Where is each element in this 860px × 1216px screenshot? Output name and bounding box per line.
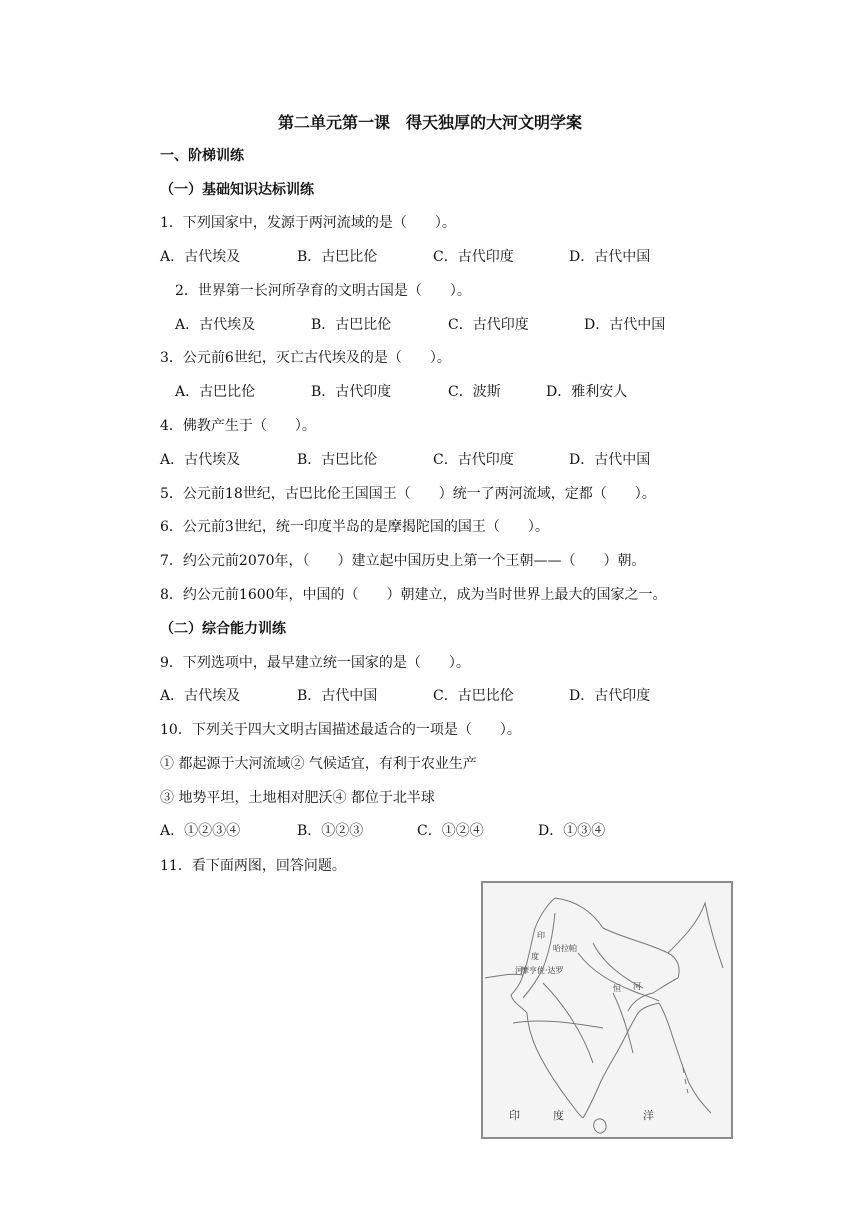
option-b: B．①②③ xyxy=(297,823,364,839)
india-map-drawing xyxy=(483,883,731,1137)
map-label: 印 xyxy=(537,931,545,940)
question-8: 8．约公元前1600年，中国的（ ）朝建立，成为当时世界上最大的国家之一。 xyxy=(160,587,667,603)
map-label: 河 xyxy=(515,966,523,975)
option-c: C．古代印度 xyxy=(433,452,514,468)
option-c: C．①②④ xyxy=(417,823,484,839)
question-3: 3．公元前6世纪，灭亡古代埃及的是（ ）。 xyxy=(160,350,451,366)
india-map-figure xyxy=(481,881,733,1139)
question-10: 10．下列关于四大文明古国描述最适合的一项是（ ）。 xyxy=(160,722,521,738)
option-a: A．古代埃及 xyxy=(160,452,241,468)
question-5: 5．公元前18世纪，古巴比伦王国国王（ ）统一了两河流域，定都（ ）。 xyxy=(160,486,656,502)
question-9: 9．下列选项中，最早建立统一国家的是（ ）。 xyxy=(160,655,470,671)
option-a: A．古巴比伦 xyxy=(175,384,256,400)
option-a: A．古代埃及 xyxy=(175,317,256,333)
question-4: 4．佛教产生于（ ）。 xyxy=(160,418,316,434)
map-label: 恒 xyxy=(613,984,621,993)
ocean-label: 印 xyxy=(509,1109,520,1122)
option-c: C．古代印度 xyxy=(433,249,514,265)
option-a: A．①②③④ xyxy=(160,823,241,839)
question-2: 2．世界第一长河所孕育的文明古国是（ ）。 xyxy=(175,283,471,299)
option-a: A．古代埃及 xyxy=(160,688,241,704)
ocean-label: 度 xyxy=(553,1109,564,1122)
option-c: C．古巴比伦 xyxy=(433,688,514,704)
map-label-harappa: 哈拉帕 xyxy=(553,944,577,953)
option-b: B．古代印度 xyxy=(311,384,392,400)
option-c: C．古代印度 xyxy=(448,317,529,333)
question-11: 11．看下面两图，回答问题。 xyxy=(160,858,346,874)
option-b: B．古巴比伦 xyxy=(297,249,378,265)
question-10-statements-1: ① 都起源于大河流域② 气候适宜，有利于农业生产 xyxy=(160,756,477,772)
map-label: 度 xyxy=(531,952,539,961)
option-c: C．波斯 xyxy=(448,384,501,400)
question-1: 1．下列国家中，发源于两河流域的是（ ）。 xyxy=(160,215,456,231)
page-title: 第二单元第一课 得天独厚的大河文明学案 xyxy=(277,113,582,132)
option-d: D．雅利安人 xyxy=(546,384,628,400)
option-b: B．古巴比伦 xyxy=(297,452,378,468)
question-10-statements-2: ③ 地势平坦，土地相对肥沃④ 都位于北半球 xyxy=(160,790,435,806)
option-d: D．古代中国 xyxy=(569,249,651,265)
option-d: D．古代中国 xyxy=(569,452,651,468)
question-7: 7．约公元前2070年，（ ）建立起中国历史上第一个王朝——（ ）朝。 xyxy=(160,553,646,569)
question-6: 6．公元前3世纪，统一印度半岛的是摩揭陀国的国王（ ）。 xyxy=(160,519,549,535)
option-a: A．古代埃及 xyxy=(160,249,241,265)
option-b: B．古代中国 xyxy=(297,688,378,704)
ocean-label: 洋 xyxy=(643,1109,654,1122)
option-b: B．古巴比伦 xyxy=(311,317,392,333)
option-d: D．古代中国 xyxy=(584,317,666,333)
map-label: 河 xyxy=(633,982,641,991)
subsection-heading: （一）基础知识达标训练 xyxy=(160,182,314,198)
option-d: D．①③④ xyxy=(538,823,606,839)
map-label-mohenjo-daro: 摩亨佐·达罗 xyxy=(521,966,564,975)
subsection-heading: （二）综合能力训练 xyxy=(160,621,286,637)
section-heading: 一、阶梯训练 xyxy=(160,148,244,164)
option-d: D．古代印度 xyxy=(569,688,651,704)
